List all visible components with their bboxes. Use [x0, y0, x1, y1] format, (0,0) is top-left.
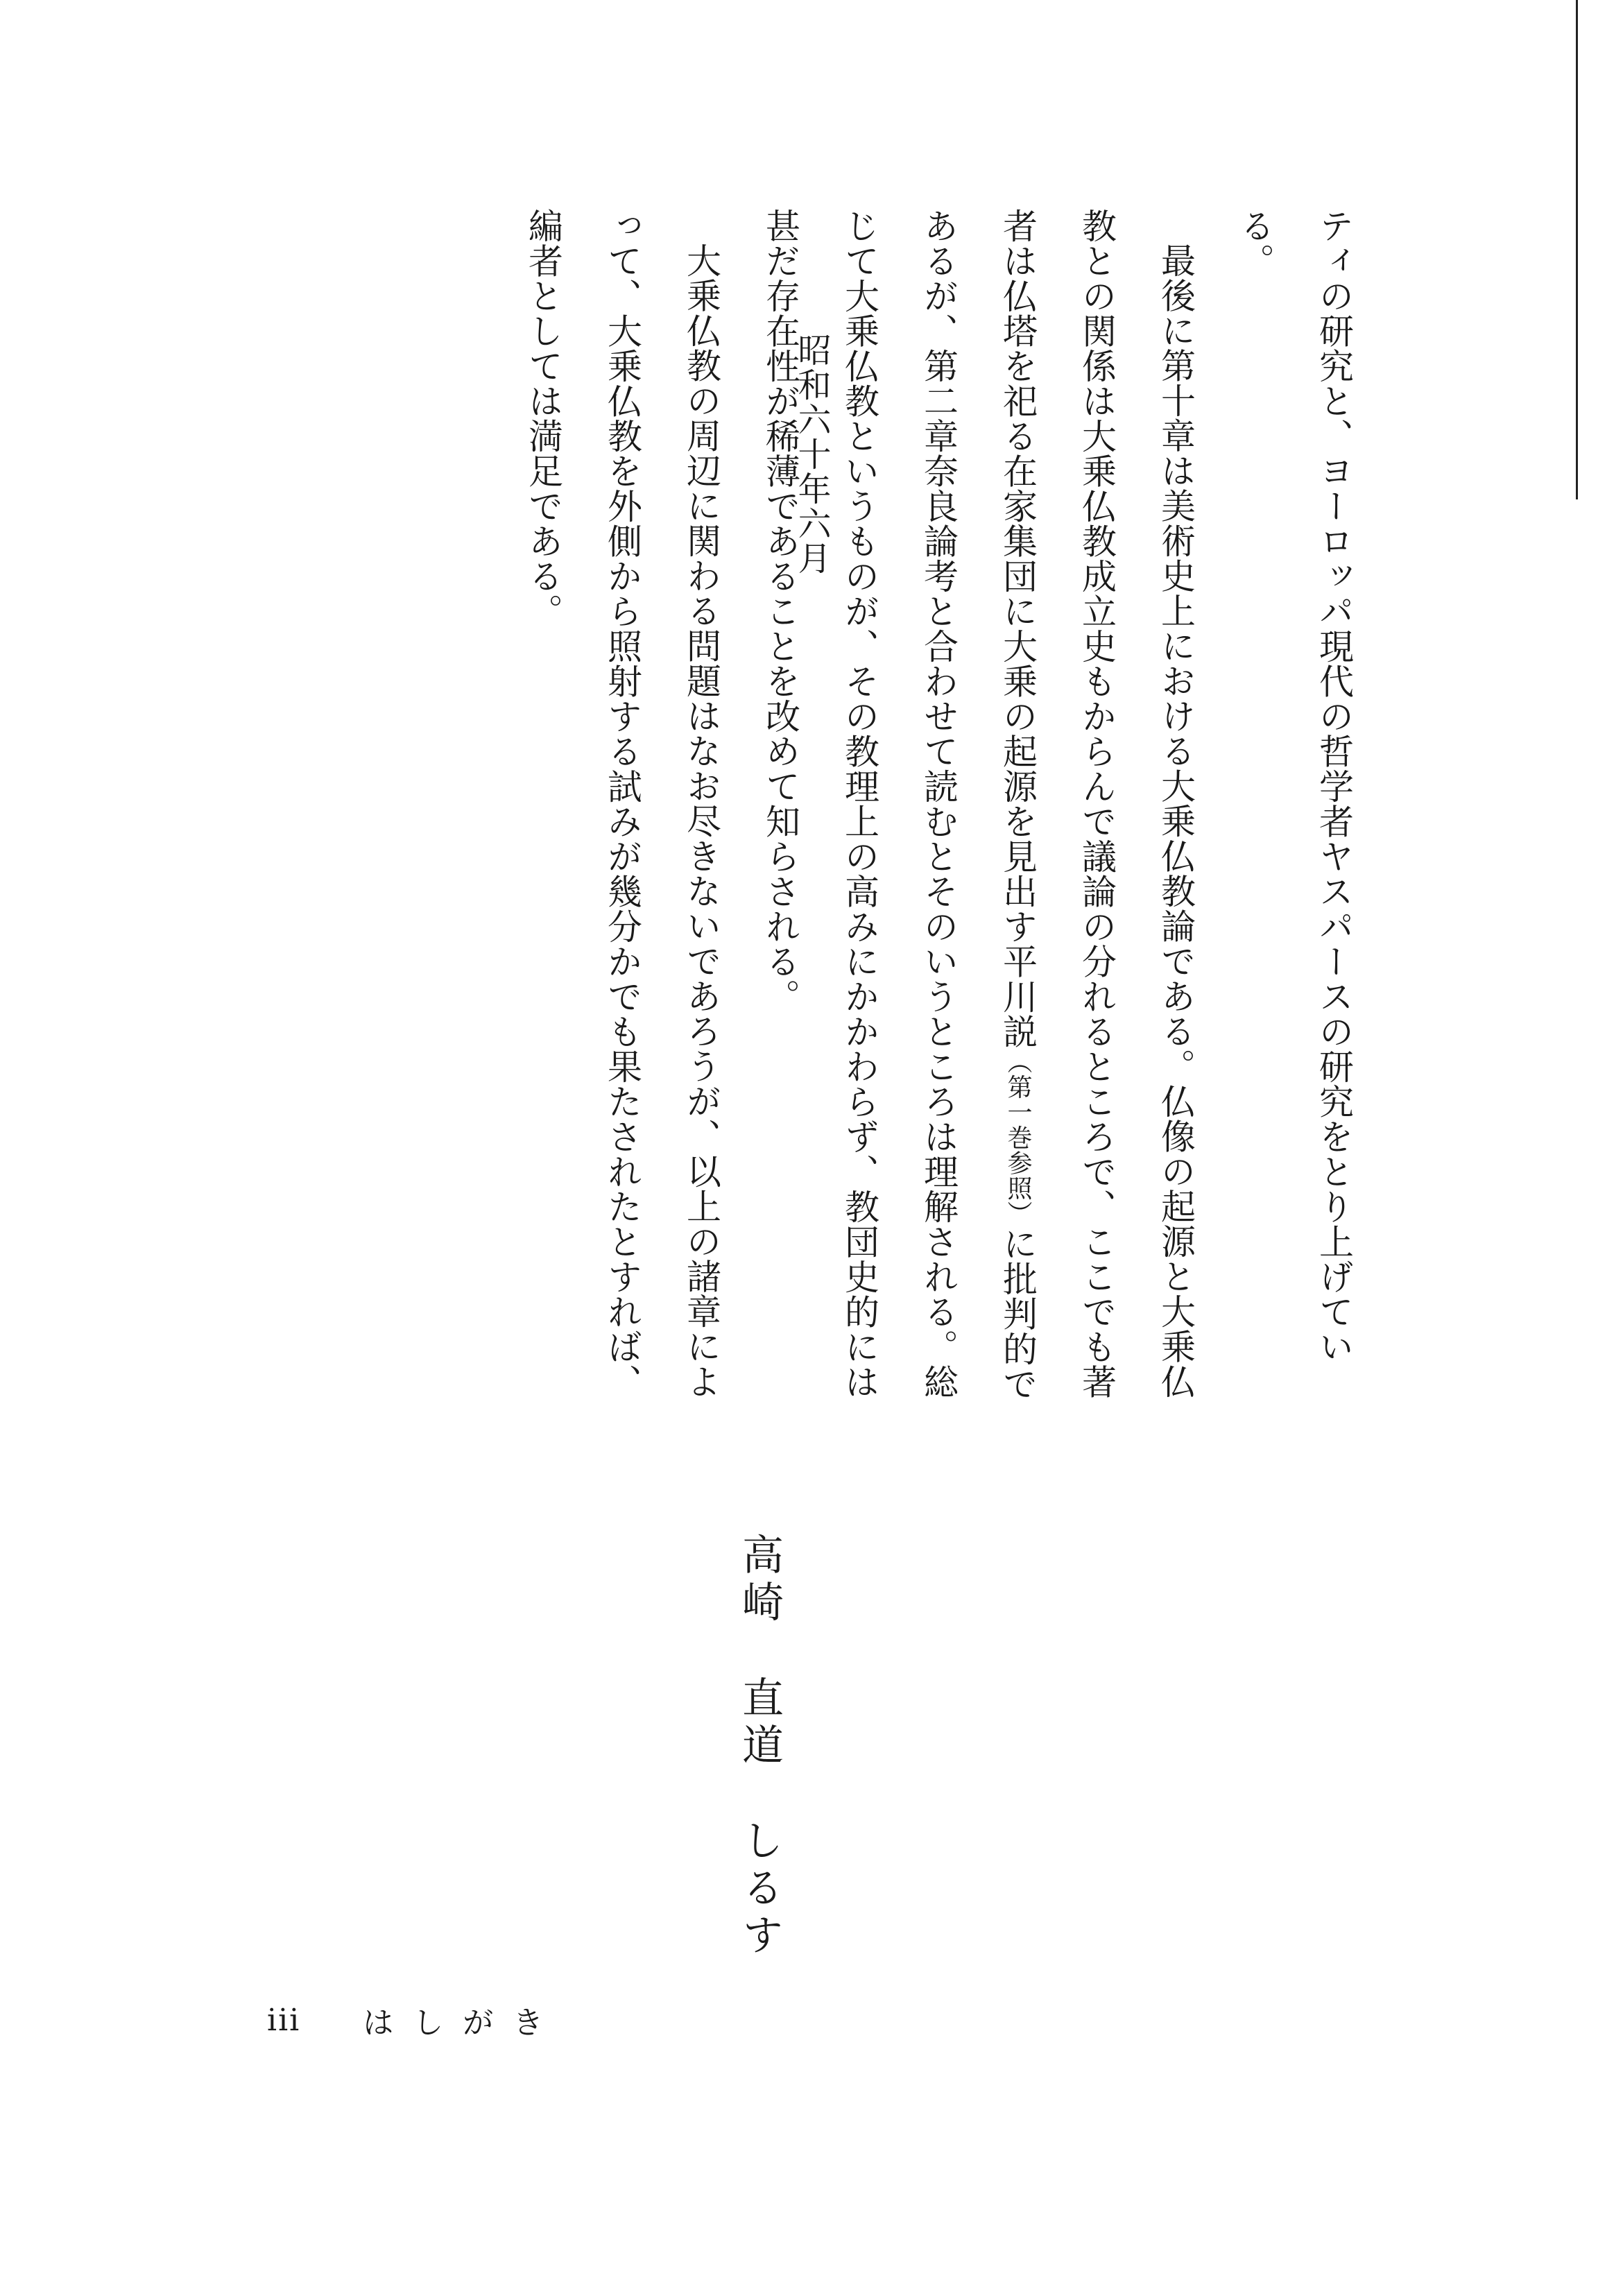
paragraph-2-text-after: に批判的であるが、第二章奈良論考と合わせて読むとそのいうところは理解される。総じて大乗仏教というものが、その教理上の高みにかかわらず、教団史的には甚だ存在性が稀薄であることを改めて知らされる。 — [760, 208, 1038, 1401]
page-edge-rule — [1576, 0, 1578, 499]
paragraph-1-text: ティの研究と、ヨーロッパ現代の哲学者ヤスパースの研究をとり上げている。 — [1235, 208, 1354, 1364]
running-title: はしがき — [363, 2005, 563, 2041]
paragraph-2-note: （第一巻参照） — [1004, 1049, 1032, 1226]
page-number: iii — [267, 2002, 301, 2038]
signature-given-name: 直道 — [735, 1676, 784, 1770]
date-line: 昭和六十年六月 — [792, 333, 831, 576]
paragraph-3 — [504, 208, 741, 1429]
paragraph-1 — [1215, 208, 1373, 1429]
paragraph-2-text-before: 最後に第十章は美術史上における大乗仏教論である。仏像の起源と大乗仏教との関係は大乗仏教成立史もからんで議論の分れるところで、ここでも著者は仏塔を祀る在家集団に大乗の起源を見出す平川説 — [997, 208, 1196, 1399]
signature-surname: 高崎 — [735, 1533, 784, 1627]
signature-suffix: しるす — [735, 1819, 784, 1960]
paragraph-3-text: 大乗仏教の周辺に関わる問題はなお尽きないであろうが、以上の諸章によって、大乗仏教を外側から照射する試みが幾分かでも果たされたとすれば、編者としては満足である。 — [523, 208, 721, 1399]
body-text — [504, 208, 1373, 1429]
page-footer — [267, 1998, 563, 2042]
signature — [732, 1533, 787, 1960]
